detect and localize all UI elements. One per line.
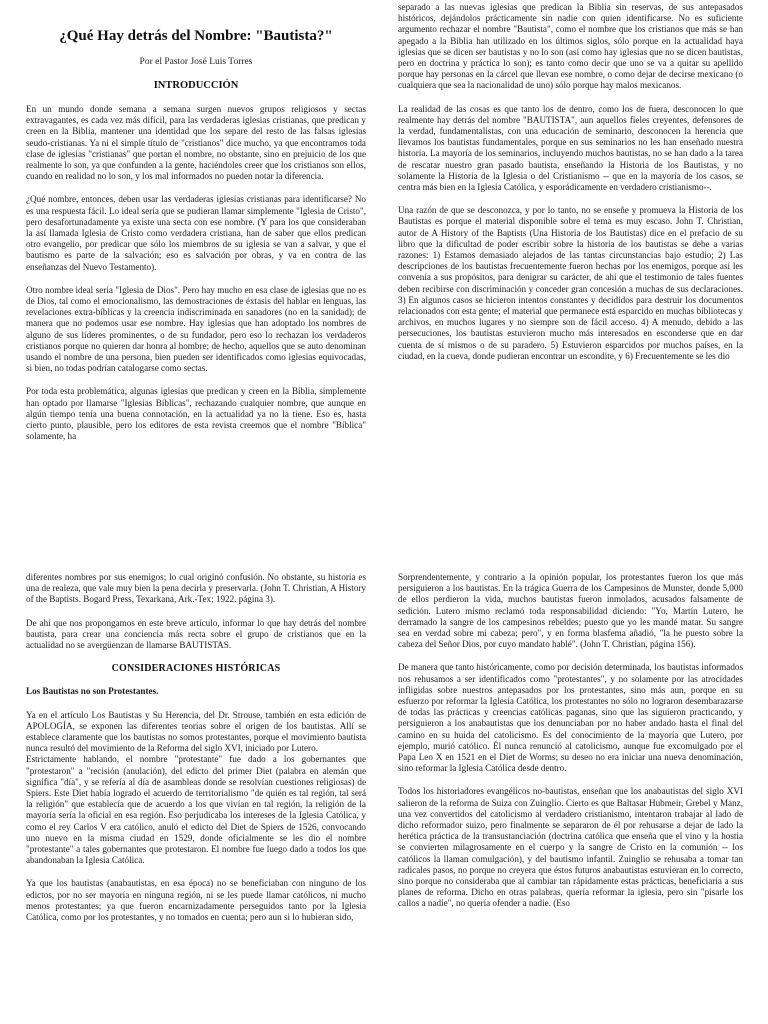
paragraph: Sorprendentemente, y contrario a la opinión popular, los protestantes fueron los que más persiguieron a los bautistas. En la trágica Guerra de los Campesinos de Munster, donde 5,000 de ellos perdieron la vida, muchos bautistas fueron inmolados, acusados falsamente de sedición. Lutero mismo reclamó toda responsabilidad diciendo: "Yo, Martín Lutero, he derramado la sangre de los campesinos rebeldes; puesto que yo les mandé matar. Su sangre sea en verdad sobre mi cabeza; pero", y en forma blasfema añadió, "la he puesto sobre la cabeza del Señor Dios, por cuyo mandato hablé". (John T. Christian, página 156). <box>398 572 743 650</box>
column-bottom-left <box>26 572 366 1024</box>
column-top-left <box>26 28 366 518</box>
article-byline: Por el Pastor José Luis Torres <box>139 57 253 67</box>
paragraph: De ahí que nos propongamos en este breve artículo, informar lo que hay detrás del nombre bautista, para crear una conciencia más recta sobre el grupo de cristianos que en la actualidad no se avergüenzan de llamarse BAUTISTAS. <box>26 617 366 651</box>
paragraph: En un mundo donde semana a semana surgen nuevos grupos religiosos y sectas extravagantes, es cada vez más difícil, para las verdaderas iglesias cristianas, que predican y creen en la Biblia, mantener una identidad que los separe del resto de las falsas iglesias seudo-cristianas. Ya ni el simple título de "cristianos" dice mucho, ya que encontramos toda clase de iglesias "cristianas" que portan el nombre, no obstante, sino en prejuicio de los que realmente lo son, ya que confunden a la gente, haciéndoles creer que los cristianos son ellos, cuando en realidad no lo son, y los mal informados no pueden notar la diferencia. <box>26 104 366 182</box>
paragraph: diferentes nombres por sus enemigos; lo cual originó confusión. No obstante, su historia es una de realeza, que vale muy bien la pena decirla y preservarla. (John T. Christian, A History of the Baptists. Bogard Press, Texarkana, Ark.-Tex; 1922. página 3). <box>26 572 366 605</box>
paragraph: Ya en el artículo Los Bautistas y Su Herencia, del Dr. Strouse, también en esta edición de APOLOGÍA, se exponen las diferentes teorías sobre el origen de los bautistas. Allí se establece claramente que los bautistas no somos protestantes, porque el movimiento bautista nunca resultó del movimiento de la Reforma del siglo XVI, iniciado por Lutero. <box>26 709 366 754</box>
paragraph: Estrictamente hablando, el nombre "protestante" fue dado a los gobernantes que "protestaron" a "recisión (anulación), del edicto del primer Diet (palabra en alemán que significa "día", y se refería al día de asambleas donde se resolvían cuestiones religiosas) de Spiers. Este Diet había logrado el acuerdo de territorialismo "de quién es tal región, tal será la religión" que establecía que de acuerdo a los que vivían en tal región, la religión de la mayoría sería la oficial en esa región. Eso perjudicaba los intereses de la Iglesia Católica, y como el rey Carlos V era católico, anuló el edicto del Diet de Spiers de 1526, convocando uno nuevo en la misma ciudad en 1529, donde oficialmente se les dio el nombre "protestante" a tales gobernantes que protestaron. El nombre fue luego dado a todos los que abandonaban la Iglesia Católica. <box>26 754 366 866</box>
paragraph: Por toda esta problemática, algunas iglesias que predican y creen en la Biblia, simplemente han optado por llamarse "Iglesias Bíblicas", rechazando cualquier nombre, que aunque en algún tiempo tenía una buena connotación, en la actualidad ya no la tiene. Eso es, hasta cierto punto, plausible, pero los editores de esta revista creemos que el nombre "Bíblica" solamente, ha <box>26 386 366 442</box>
paragraph: Todos los historiadores evangélicos no-bautistas, enseñan que los anabautistas del siglo XVI salieron de la reforma de Suiza con Zuinglio. Cierto es que Baltasar Hubmeir, Grebel y Manz, una vez convertidos del catolicismo al verdadero cristianismo, intentaron trabajar al lado de dicho reformador suizo, pero finalmente se separaron de él por rehusarse a dejar de lado la herética práctica de la transustanciación (doctrina católica que enseña que el vino y la hostia se convierten milagrosamente en el cuerpo y la sangre de Cristo en la comunión -- los católicos la llaman comulgación), y del bautismo infantil. Zuinglio se rehusaba a tomar tan radicales pasos, no porque no creyera que éstos futuros anabautistas estuvieran en lo correcto, sino porque no consideraba que al cambiar tan rápidamente estas prácticas, beneficiaría a sus planes de reforma. Dicho en otras palabras, quería reformar la iglesia, pero sin "pisarle los callos a nadie", no quería ofender a nadie. (Eso <box>398 786 743 909</box>
intro-heading: INTRODUCCIÓN <box>153 80 239 91</box>
column-bottom-right <box>398 572 743 1024</box>
section-heading: CONSIDERACIONES HISTÓRICAS <box>111 663 281 675</box>
article-title: ¿Qué Hay detrás del Nombre: "Bautista?" <box>59 28 333 44</box>
paragraph: Ya que los bautistas (anabautistas, en esa época) no se beneficiaban con ninguno de los edictos, por no ser mayoría en ninguna región, ni se les puede llamar católicos, ni mucho menos protestantes; ya que fueron encarnizadamente perseguidos tanto por la Iglesia Católica, como por los protestantes, y no tomados en cuenta; pero aun si lo hubieran sido, <box>26 878 366 923</box>
paragraph: De manera que tanto históricamente, como por decisión determinada, los bautistas informados nos rehusamos a ser identificados como "protestantes", y no solamente por las atrocidades infligidas sobre nuestros antepasados por los protestantes, sino más aun, porque en su esfuerzo por reformar la Iglesia Católica, los protestantes no sólo no lograron desembarazarse de todas las prácticas y creencias católicas paganas, sino que las siguieron practicando, y persiguieron a los anabautistas que los denunciaban por no haber andado hasta el final del camino en su huida del catolicismo. Es del conocimiento de la mayoría que Lutero, por ejemplo, murió católico. Él nunca renunció al catolicismo, aunque fue excomulgado por el Papa Leo X en 1521 en el Diet de Worms; su deseo no era iniciar una nueva denominación, sino reformar la Iglesia Católica desde dentro. <box>398 662 743 774</box>
subheading: Los Bautistas no son Protestantes. <box>26 686 159 697</box>
paragraph: Una razón de que se desconozca, y por lo tanto, no se enseñe y promueva la Historia de los Bautistas es porque el material disponible sobre el tema es muy escaso. John T. Christian, autor de A History of the Baptists (Una Historia de los Bautistas) dice en el prefacio de su libro que la dificultad de poder escribir sobre la historia de los bautistas se debe a varias razones: 1) Estamos demasiado alejados de las tantas circunstancias bajo estudio; 2) Las descripciones de los bautistas frecuentemente fueron hechas por los enemigos, porque así les convenía a sus propósitos, para denigrar su carácter, de ahí que el testimonio de tales fuentes deben recibirse con discriminación y conceder gran concesión a muchas de sus declaraciones. 3) En algunos casos se hicieron intentos constantes y decididos para destruir los documentos relacionados con esta gente; el material que permanece está esparcido en muchas bibliotecas y archivos, en muchos lugares y no siempre son de fácil acceso. 4) A menudo, debido a las persecuciones, los bautistas estuvieron mucho más interesados en esconderse que en dar cuenta de sí mismos o de su paradero. 5) Estuvieron esparcidos por muchos países, en la ciudad, en la cueva, donde pudieran encontrar un escondite, y 6) Frecuentemente se les dio <box>398 205 743 361</box>
paragraph: La realidad de las cosas es que tanto los de dentro, como los de fuera, desconocen lo que realmente hay detrás del nombre "BAUTISTA", aun aquellos fieles creyentes, defensores de la verdad, fundamentalistas, con una educación de seminario, desconocen la herencia que llevamos los bautistas fundamentales, porque en sus seminarios no les han enseñado nuestra historia. La mayoría de los seminarios, incluyendo muchos bautistas, no se han dado a la tarea de rescatar nuestro gran pasado bautista, enseñando la Historia de los Bautistas, y no solamente la Historia de la Iglesia o del Cristianismo -- que en la mayoría de los casos, se centra más bien en la Iglesia Católica, y esporádicamente en verdadero cristianismo--. <box>398 103 743 193</box>
paragraph: ¿Qué nombre, entonces, deben usar las verdaderas iglesias cristianas para identificarse? No es una respuesta fácil. Lo ideal sería que se pudieran llamar simplemente "Iglesia de Cristo", pero desafortunadamente ya existe una secta con ese nombre. (Y para los que consideraban la así llamada Iglesia de Cristo como verdadera cristiana, han de saber que ellos predican otro evangelio, por predicar que sólo los miembros de su iglesia se van a salvar, y que el bautismo es parte de la salvación; eso es salvación por obras, y va en contra de las enseñanzas del Nuevo Testamento). <box>26 194 366 272</box>
paragraph: Otro nombre ideal sería "Iglesia de Dios". Pero hay mucho en esa clase de iglesias que no es de Dios, tal como el emocionalismo, las demostraciones de éxtasis del hablar en lenguas, las revelaciones extra-bíblicas y la creencia indiscriminada en sanadores (no en la sanidad); de manera que no podemos usar ese nombre. Hay iglesias que han adoptado los nombres de alguno de sus líderes prominentes, o de su fundador, pero eso lo rechazan los verdaderos cristianos porque no quieren dar honra al hombre; de hecho, aquellos que se auto denominan usando el nombre de una persona, bien pueden ser identificados como iglesias equivocadas, si bien, no todas podrían catalogarse como sectas. <box>26 284 366 374</box>
column-top-right <box>398 2 743 522</box>
paragraph: separado a las nuevas iglesias que predican la Biblia sin reservas, de sus antepasados históricos, dejándolos prácticamente sin nadie con quien identificarse. No es suficiente argumento rechazar el nombre "Bautista", como el nombre que los cristianos que más se han apegado a la Biblia han utilizado en los últimos siglos, sólo porque en la actualidad haya iglesias que se dicen ser bautistas y no lo son (así como hay iglesias que no se dicen bautistas, pero en doctrina y práctica lo son); es tanto como decir que uno se va a quitar su apellido porque hay personas en la cárcel que llevan ese nombre, o como dejar de decirse mexicano (o cualquiera que sea la nacionalidad de uno) sólo porque hay malos mexicanos. <box>398 2 743 91</box>
